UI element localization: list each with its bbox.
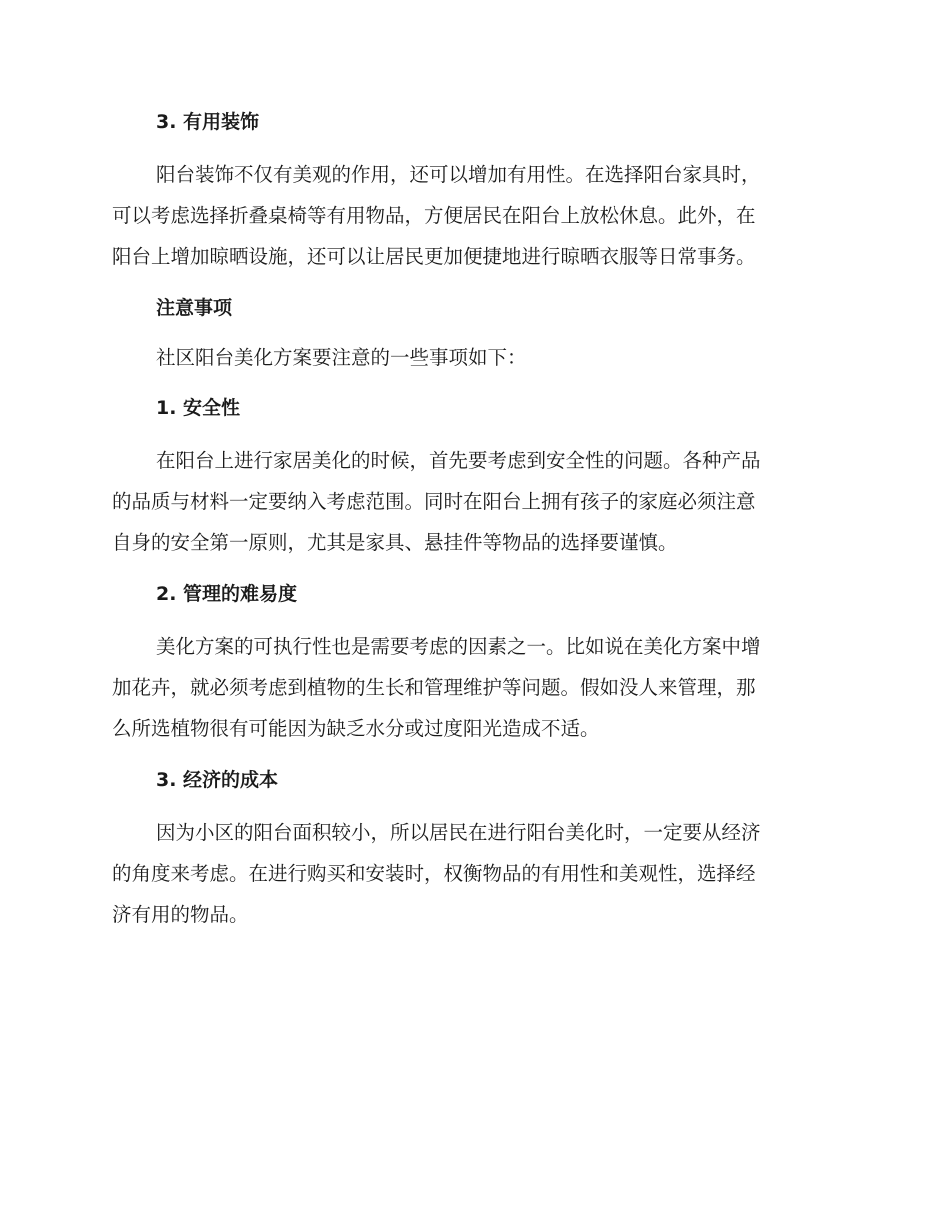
- paragraph-line: 美化方案的可执行性也是需要考虑的因素之一。比如说在美化方案中增: [156, 635, 761, 658]
- paragraph-line: 加花卉，就必须考虑到植物的生长和管理维护等问题。假如没人来管理，那: [112, 676, 756, 699]
- paragraph-line: 阳台上增加晾晒设施，还可以让居民更加便捷地进行晾晒衣服等日常事务。: [112, 245, 756, 268]
- section-heading-notes: 注意事项: [156, 297, 233, 319]
- document-page: [112, 104, 830, 948]
- paragraph-safety: [112, 440, 830, 563]
- section-heading-useful-decoration: 3. 有用装饰: [156, 111, 260, 133]
- paragraph-management: [112, 626, 830, 749]
- paragraph-economic-cost: [112, 812, 830, 935]
- paragraph-notes-intro: 社区阳台美化方案要注意的一些事项如下：: [156, 346, 527, 369]
- paragraph-line: 因为小区的阳台面积较小，所以居民在进行阳台美化时，一定要从经济: [156, 821, 761, 844]
- section-heading-economic-cost: 3. 经济的成本: [156, 769, 279, 791]
- section-heading-safety: 1. 安全性: [156, 397, 241, 419]
- paragraph-line: 可以考虑选择折叠桌椅等有用物品，方便居民在阳台上放松休息。此外，在: [112, 204, 756, 227]
- paragraph-line: 的角度来考虑。在进行购买和安装时，权衡物品的有用性和美观性，选择经: [112, 862, 756, 885]
- section-heading-management: 2. 管理的难易度: [156, 583, 298, 605]
- paragraph-line: 的品质与材料一定要纳入考虑范围。同时在阳台上拥有孩子的家庭必须注意: [112, 490, 756, 513]
- paragraph-useful-decoration: [112, 154, 830, 277]
- paragraph-line: 济有用的物品。: [112, 903, 249, 926]
- paragraph-line: 阳台装饰不仅有美观的作用，还可以增加有用性。在选择阳台家具时，: [156, 163, 761, 186]
- paragraph-line: 在阳台上进行家居美化的时候，首先要考虑到安全性的问题。各种产品: [156, 449, 761, 472]
- paragraph-line: 自身的安全第一原则，尤其是家具、悬挂件等物品的选择要谨慎。: [112, 531, 678, 554]
- paragraph-line: 么所选植物很有可能因为缺乏水分或过度阳光造成不适。: [112, 717, 600, 740]
